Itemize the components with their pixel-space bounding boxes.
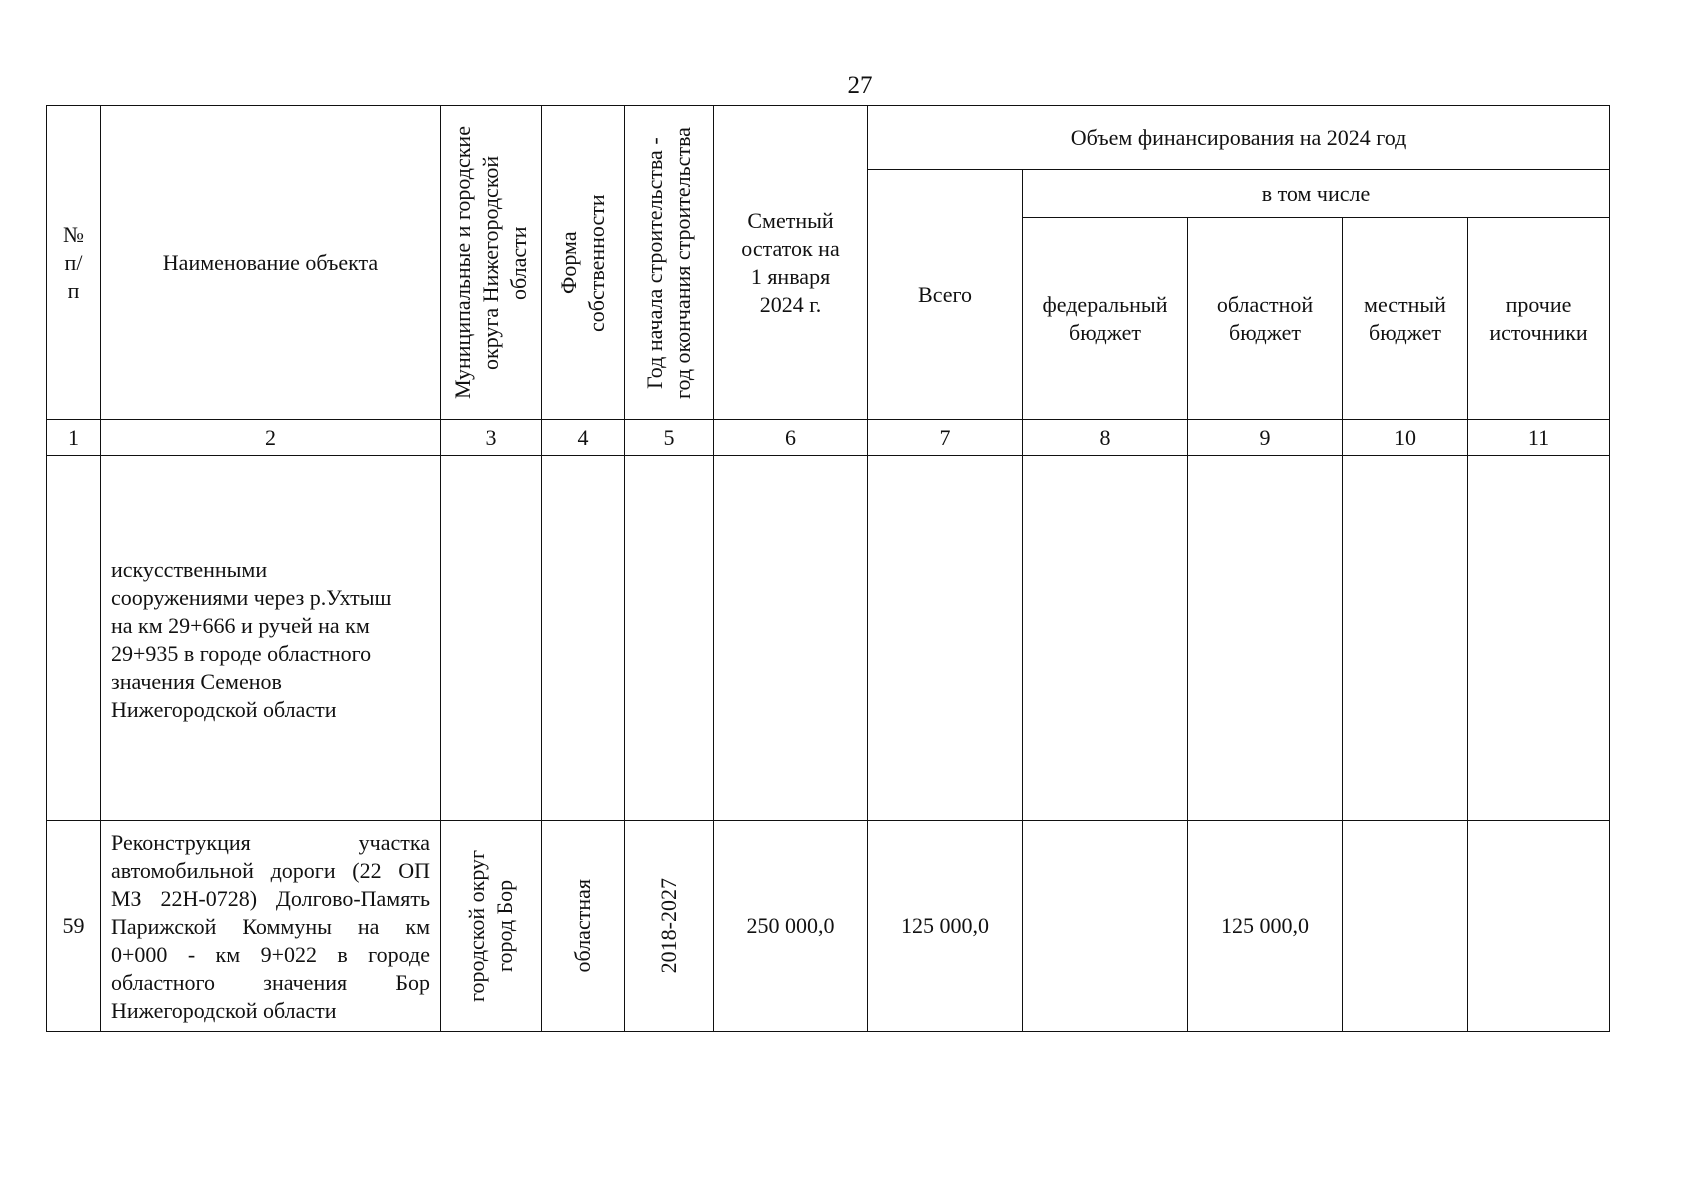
row-ownership [542,456,625,821]
header-local-line: бюджет [1369,319,1441,345]
column-number: 7 [868,420,1023,456]
row-name-line: 29+935 в городе областного [111,641,372,666]
row-name-line: на км 29+666 и ручей на км [111,613,370,638]
row-municipality [441,456,542,821]
header-federal-line: федеральный [1042,291,1168,317]
column-number: 5 [625,420,714,456]
row-municipality-line: городской округ [464,849,489,1003]
row-remaining: 250 000,0 [714,821,868,1032]
row-total [868,456,1023,821]
row-years-text: 2018-2027 [656,878,681,974]
header-num [47,106,101,420]
header-ownership-line: Форма [556,231,581,294]
header-num-line: п [67,277,80,303]
financing-table [46,105,1610,1032]
row-name-line: значения Семенов [111,669,282,694]
header-remaining-line: 1 января [750,263,831,289]
header-remaining [714,106,868,420]
header-ownership-line: собственности [584,193,609,332]
row-local [1343,456,1468,821]
header-local-line: местный [1364,291,1446,317]
header-municipal-line: области [506,225,531,300]
row-remaining [714,456,868,821]
header-total: Всего [868,170,1023,420]
header-years-line: Год начала строительства - [642,136,667,389]
row-num: 59 [47,821,101,1032]
row-years [625,821,714,1032]
header-municipal [441,106,542,420]
row-other [1468,821,1610,1032]
header-regional [1188,218,1343,420]
row-federal [1023,456,1188,821]
header-num-line: № [63,221,84,247]
row-regional: 125 000,0 [1188,821,1343,1032]
header-other-line: источники [1489,319,1588,345]
row-total: 125 000,0 [868,821,1023,1032]
header-regional-line: бюджет [1229,319,1301,345]
table-row [47,456,1610,821]
header-name: Наименование объекта [101,106,441,420]
header-municipal-line: округа Нижегородской [478,155,503,370]
row-years [625,456,714,821]
row-regional [1188,456,1343,821]
header-local [1343,218,1468,420]
column-number: 10 [1343,420,1468,456]
row-name-text: Реконструкция участка автомобильной дороги (22 ОП МЗ 22Н-0728) Долгово-Память Парижской Коммуны на км 0+000 - км 9+022 в городе областного значения Бор Нижегородской области [111,830,430,1023]
column-number: 4 [542,420,625,456]
header-years [625,106,714,420]
row-name-line: искусственными [111,557,268,582]
row-other [1468,456,1610,821]
page-number: 27 [847,72,873,99]
header-municipal-line: Муниципальные и городские [450,126,475,399]
column-number: 8 [1023,420,1188,456]
header-federal-line: бюджет [1069,319,1141,345]
header-federal [1023,218,1188,420]
column-number: 11 [1468,420,1610,456]
header-financing-title: Объем финансирования на 2024 год [868,106,1610,170]
table-row [47,821,1610,1032]
row-ownership [542,821,625,1032]
header-other [1468,218,1610,420]
header-regional-line: областной [1216,291,1314,317]
row-name-line: сооружениями через р.Ухтыш [111,585,392,610]
row-name [101,821,441,1032]
column-number: 1 [47,420,101,456]
row-municipality-line: город Бор [492,879,517,973]
row-municipality [441,821,542,1032]
header-including: в том числе [1023,170,1610,218]
row-name-line: Нижегородской области [111,697,337,722]
column-number: 3 [441,420,542,456]
row-federal [1023,821,1188,1032]
header-remaining-line: Сметный [747,207,834,233]
header-remaining-line: остаток на [741,235,840,261]
header-ownership [542,106,625,420]
row-num [47,456,101,821]
header-years-line: год окончания строительства [670,126,695,399]
column-numbers-row [47,420,1610,456]
header-remaining-line: 2024 г. [759,291,822,317]
column-number: 9 [1188,420,1343,456]
header-num-line: п/ [64,249,83,275]
column-number: 6 [714,420,868,456]
row-ownership-text: областная [570,879,595,973]
row-local [1343,821,1468,1032]
column-number: 2 [101,420,441,456]
header-other-line: прочие [1505,291,1572,317]
row-name [101,456,441,821]
